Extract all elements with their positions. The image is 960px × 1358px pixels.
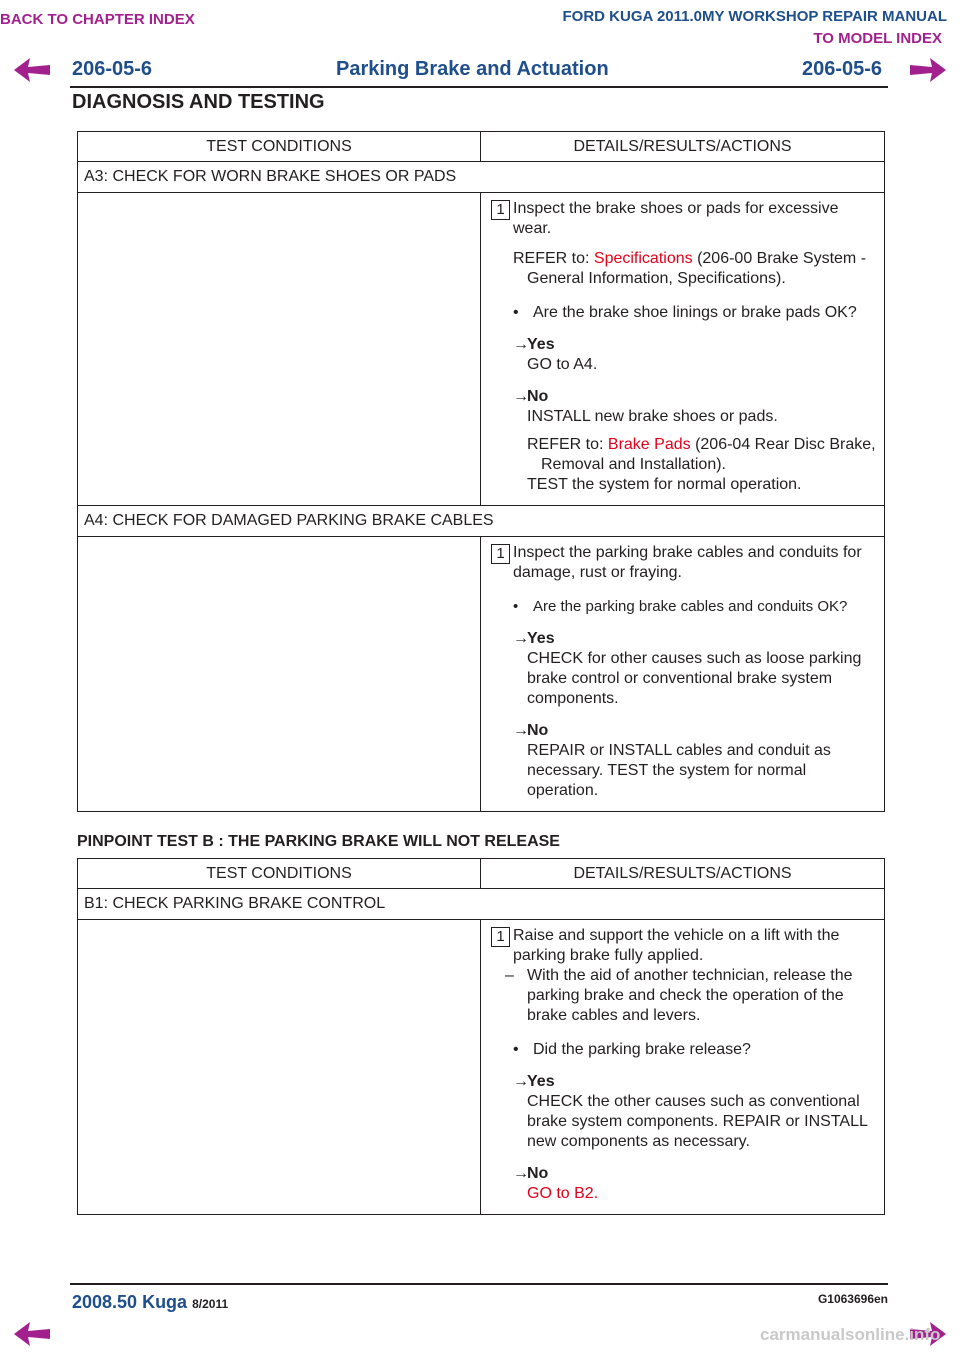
test-table-b [77,858,885,1215]
footer-model: 2008.50 Kuga 8/2011 [72,1292,229,1312]
step-b1-conditions [78,920,481,1215]
page-title: Parking Brake and Actuation [336,58,609,80]
bullet-icon: • [513,598,519,615]
step-number: 1 [491,927,510,947]
to-model-index-link[interactable]: TO MODEL INDEX [813,30,942,47]
reference: REFER to: Specifications (206-00 Brake System - General Information, Specifications). [513,250,867,287]
right-arrow-icon: → [513,722,529,739]
footer-doc-code: G1063696en [817,1292,888,1306]
step-a3-title: A3: CHECK FOR WORN BRAKE SHOES OR PADS [78,162,885,193]
manual-title: FORD KUGA 2011.0MY WORKSHOP REPAIR MANUAL [562,8,947,25]
step-a4-details [481,537,885,812]
col-header-test-conditions: TEST CONDITIONS [78,859,481,889]
col-header-test-conditions: TEST CONDITIONS [78,132,481,162]
footer-rule [70,1283,888,1285]
step-text: Inspect the parking brake cables and conduits for damage, rust or fraying. [513,544,862,581]
reference: REFER to: Brake Pads (206-04 Rear Disc Brake, Removal and Installation). [527,436,876,473]
go-to-b2-link[interactable]: GO to B2. [527,1185,599,1202]
step-b1-title: B1: CHECK PARKING BRAKE CONTROL [78,889,885,920]
right-arrow-icon: → [513,1165,529,1182]
dash-icon: – [505,967,514,984]
back-to-chapter-index-link[interactable]: BACK TO CHAPTER INDEX [0,11,195,28]
right-arrow-icon: → [513,630,529,647]
right-arrow-icon: → [513,336,529,353]
bullet-icon: • [513,1041,519,1058]
step-number: 1 [491,200,510,220]
previous-page-arrow-icon[interactable] [14,58,50,82]
answer-no: →No GO to B2. [513,1164,878,1204]
col-header-details: DETAILS/RESULTS/ACTIONS [481,132,885,162]
step-text: Inspect the brake shoes or pads for excessive wear. [513,200,839,237]
next-page-arrow-icon[interactable] [910,58,946,82]
step-a3-details [481,193,885,506]
question: Are the parking brake cables and conduits OK? [533,598,848,615]
footer-date: 8/2011 [192,1297,229,1311]
step-a4-conditions [78,537,481,812]
right-arrow-icon: → [513,1073,529,1090]
answer-yes: →Yes CHECK for other causes such as loose parking brake control or conventional brake system components. [513,630,862,707]
header-rule [70,86,888,88]
substep-text: With the aid of another technician, release the parking brake and check the operation of the brake cables and levers. [527,967,853,1024]
bullet-icon: • [513,304,519,321]
col-header-details: DETAILS/RESULTS/ACTIONS [481,859,885,889]
question: Are the brake shoe linings or brake pads OK? [533,304,857,321]
answer-yes: →Yes GO to A4. [513,336,598,373]
step-a3-conditions [78,193,481,506]
answer-no: →No REPAIR or INSTALL cables and conduit as necessary. TEST the system for normal operation. [513,722,831,799]
answer-no: →No INSTALL new brake shoes or pads. REFER to: Brake Pads (206-04 Rear Disc Brake, Removal and Installation). TEST the system for normal operation. [513,387,878,495]
watermark: carmanualsonline.info [760,1325,941,1344]
answer-yes: →Yes CHECK the other causes such as conventional brake system components. REPAIR or INSTALL new components as necessary. [513,1073,868,1150]
page-number-left: 206-05-6 [72,58,153,80]
section-title: DIAGNOSIS AND TESTING [72,91,325,113]
question: Did the parking brake release? [533,1041,751,1058]
page-number-right: 206-05-6 [802,58,883,80]
step-a4-title: A4: CHECK FOR DAMAGED PARKING BRAKE CABLES [78,506,885,537]
right-arrow-icon: → [513,388,529,405]
step-b1-details [481,920,885,1215]
specifications-link[interactable]: Specifications [593,250,693,267]
step-number: 1 [491,544,510,564]
step-text: Raise and support the vehicle on a lift with the parking brake fully applied. [513,927,840,964]
previous-page-arrow-icon[interactable] [14,1322,50,1346]
pinpoint-test-b-title: PINPOINT TEST B : THE PARKING BRAKE WILL NOT RELEASE [77,833,560,850]
brake-pads-link[interactable]: Brake Pads [607,436,691,453]
test-table-a [77,131,885,812]
